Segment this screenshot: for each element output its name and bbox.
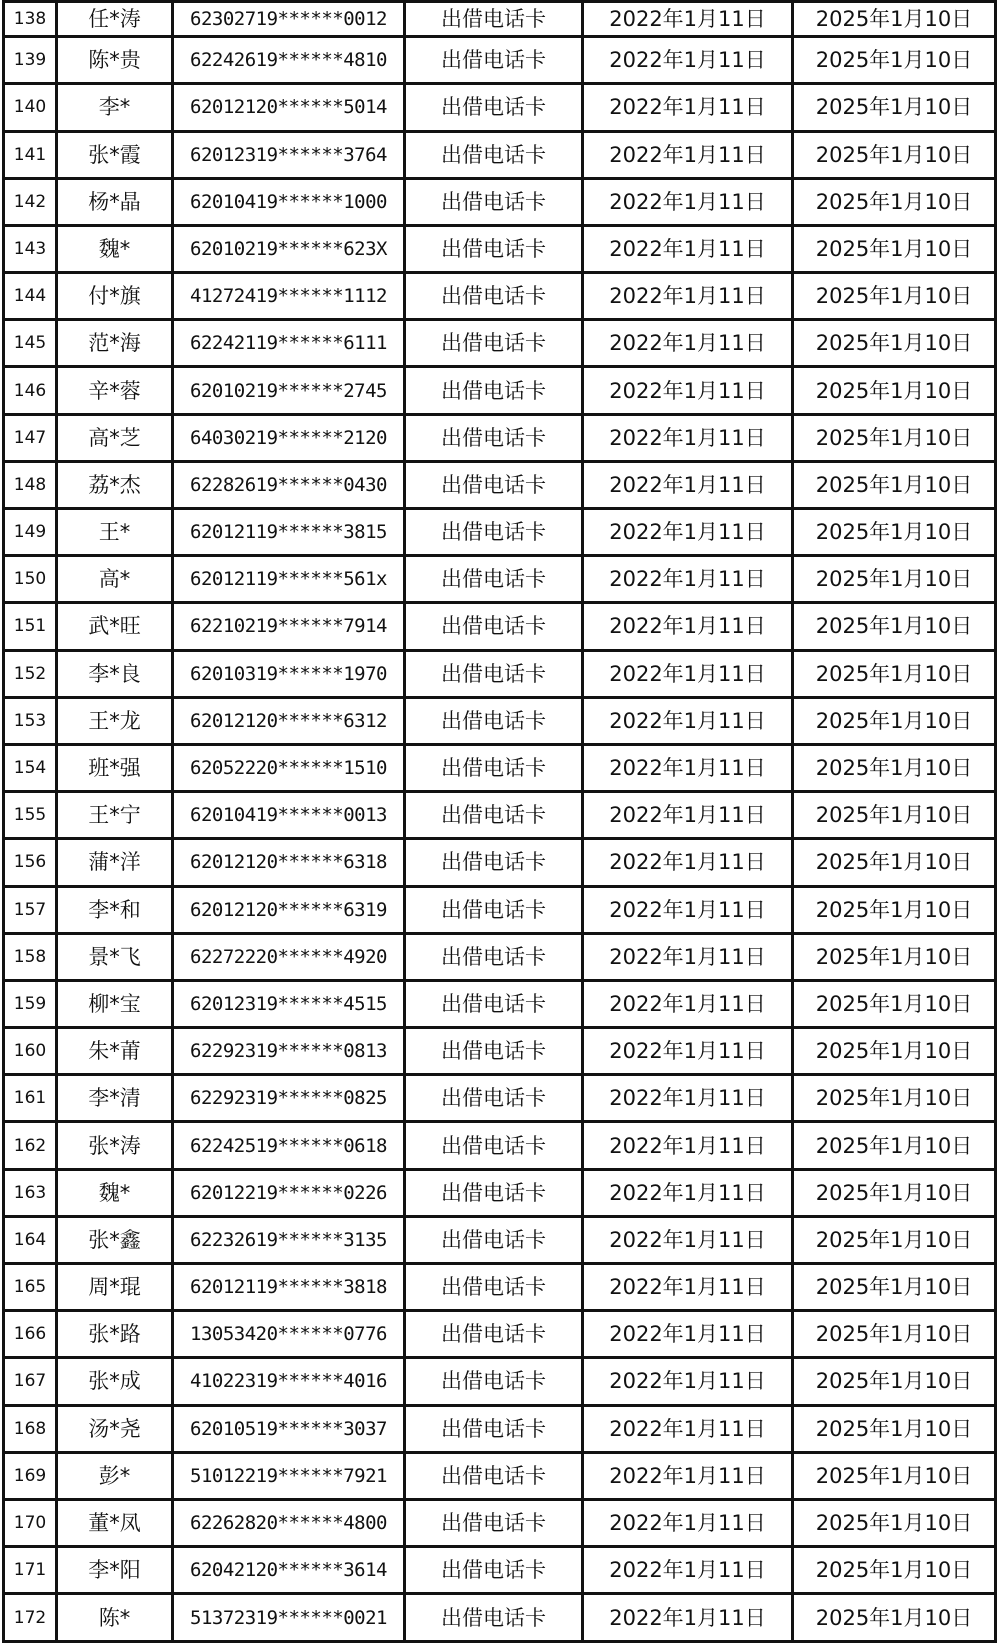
end-date: 2025年1月10日 — [793, 37, 996, 84]
violation-type: 出借电话卡 — [405, 980, 583, 1027]
start-date: 2022年1月11日 — [583, 2, 793, 37]
row-number: 149 — [4, 509, 57, 556]
row-number: 160 — [4, 1028, 57, 1075]
start-date: 2022年1月11日 — [583, 1075, 793, 1122]
id-number: 62232619******3135 — [173, 1216, 405, 1263]
start-date: 2022年1月11日 — [583, 556, 793, 603]
table-row — [4, 225, 996, 272]
table-row — [4, 1311, 996, 1358]
start-date: 2022年1月11日 — [583, 225, 793, 272]
row-number: 140 — [4, 84, 57, 131]
row-number: 153 — [4, 697, 57, 744]
violation-type: 出借电话卡 — [405, 37, 583, 84]
person-name: 汤*尧 — [57, 1405, 173, 1452]
roster-table-body — [4, 2, 996, 1642]
row-number: 155 — [4, 792, 57, 839]
violation-type: 出借电话卡 — [405, 1264, 583, 1311]
row-number: 139 — [4, 37, 57, 84]
row-number: 143 — [4, 225, 57, 272]
person-name: 魏* — [57, 1169, 173, 1216]
id-number: 62292319******0825 — [173, 1075, 405, 1122]
person-name: 董*凤 — [57, 1499, 173, 1546]
table-row — [4, 603, 996, 650]
end-date: 2025年1月10日 — [793, 320, 996, 367]
person-name: 陈*贵 — [57, 37, 173, 84]
end-date: 2025年1月10日 — [793, 1216, 996, 1263]
row-number: 158 — [4, 933, 57, 980]
end-date: 2025年1月10日 — [793, 461, 996, 508]
person-name: 张*鑫 — [57, 1216, 173, 1263]
person-name: 朱*莆 — [57, 1028, 173, 1075]
end-date: 2025年1月10日 — [793, 603, 996, 650]
violation-type: 出借电话卡 — [405, 1075, 583, 1122]
end-date: 2025年1月10日 — [793, 1547, 996, 1594]
table-row — [4, 1405, 996, 1452]
start-date: 2022年1月11日 — [583, 461, 793, 508]
end-date: 2025年1月10日 — [793, 1405, 996, 1452]
end-date: 2025年1月10日 — [793, 1499, 996, 1546]
table-row — [4, 1216, 996, 1263]
row-number: 146 — [4, 367, 57, 414]
id-number: 13053420******0776 — [173, 1311, 405, 1358]
violation-type: 出借电话卡 — [405, 1594, 583, 1642]
violation-type: 出借电话卡 — [405, 461, 583, 508]
violation-type: 出借电话卡 — [405, 697, 583, 744]
person-name: 荔*杰 — [57, 461, 173, 508]
row-number: 162 — [4, 1122, 57, 1169]
end-date: 2025年1月10日 — [793, 509, 996, 556]
row-number: 150 — [4, 556, 57, 603]
person-name: 魏* — [57, 225, 173, 272]
id-number: 62012219******0226 — [173, 1169, 405, 1216]
start-date: 2022年1月11日 — [583, 1311, 793, 1358]
id-number: 62012119******3818 — [173, 1264, 405, 1311]
row-number: 151 — [4, 603, 57, 650]
id-number: 62012119******561x — [173, 556, 405, 603]
person-name: 班*强 — [57, 744, 173, 791]
start-date: 2022年1月11日 — [583, 697, 793, 744]
row-number: 159 — [4, 980, 57, 1027]
table-row — [4, 556, 996, 603]
end-date: 2025年1月10日 — [793, 1122, 996, 1169]
id-number: 62012120******6319 — [173, 886, 405, 933]
violation-type: 出借电话卡 — [405, 1547, 583, 1594]
start-date: 2022年1月11日 — [583, 744, 793, 791]
start-date: 2022年1月11日 — [583, 320, 793, 367]
table-row — [4, 178, 996, 225]
end-date: 2025年1月10日 — [793, 697, 996, 744]
row-number: 163 — [4, 1169, 57, 1216]
end-date: 2025年1月10日 — [793, 1311, 996, 1358]
start-date: 2022年1月11日 — [583, 367, 793, 414]
violation-type: 出借电话卡 — [405, 320, 583, 367]
start-date: 2022年1月11日 — [583, 1264, 793, 1311]
violation-type: 出借电话卡 — [405, 509, 583, 556]
start-date: 2022年1月11日 — [583, 650, 793, 697]
row-number: 170 — [4, 1499, 57, 1546]
end-date: 2025年1月10日 — [793, 84, 996, 131]
id-number: 62292319******0813 — [173, 1028, 405, 1075]
row-number: 166 — [4, 1311, 57, 1358]
table-row — [4, 37, 996, 84]
table-row — [4, 131, 996, 178]
start-date: 2022年1月11日 — [583, 603, 793, 650]
start-date: 2022年1月11日 — [583, 1405, 793, 1452]
id-number: 62302719******0012 — [173, 2, 405, 37]
row-number: 156 — [4, 839, 57, 886]
row-number: 169 — [4, 1452, 57, 1499]
start-date: 2022年1月11日 — [583, 1594, 793, 1642]
violation-type: 出借电话卡 — [405, 1028, 583, 1075]
start-date: 2022年1月11日 — [583, 1122, 793, 1169]
id-number: 62262820******4800 — [173, 1499, 405, 1546]
person-name: 李* — [57, 84, 173, 131]
person-name: 李*和 — [57, 886, 173, 933]
person-name: 景*飞 — [57, 933, 173, 980]
id-number: 62010419******1000 — [173, 178, 405, 225]
violation-type: 出借电话卡 — [405, 414, 583, 461]
row-number: 141 — [4, 131, 57, 178]
id-number: 41272419******1112 — [173, 273, 405, 320]
end-date: 2025年1月10日 — [793, 1028, 996, 1075]
id-number: 62242119******6111 — [173, 320, 405, 367]
violation-type: 出借电话卡 — [405, 1499, 583, 1546]
person-name: 张*霞 — [57, 131, 173, 178]
row-number: 152 — [4, 650, 57, 697]
start-date: 2022年1月11日 — [583, 1452, 793, 1499]
row-number: 144 — [4, 273, 57, 320]
end-date: 2025年1月10日 — [793, 367, 996, 414]
violation-type: 出借电话卡 — [405, 1122, 583, 1169]
person-name: 武*旺 — [57, 603, 173, 650]
start-date: 2022年1月11日 — [583, 414, 793, 461]
start-date: 2022年1月11日 — [583, 933, 793, 980]
start-date: 2022年1月11日 — [583, 84, 793, 131]
start-date: 2022年1月11日 — [583, 886, 793, 933]
end-date: 2025年1月10日 — [793, 1075, 996, 1122]
violation-type: 出借电话卡 — [405, 2, 583, 37]
person-name: 周*琨 — [57, 1264, 173, 1311]
end-date: 2025年1月10日 — [793, 2, 996, 37]
person-name: 李*良 — [57, 650, 173, 697]
start-date: 2022年1月11日 — [583, 792, 793, 839]
table-row — [4, 839, 996, 886]
id-number: 62282619******0430 — [173, 461, 405, 508]
start-date: 2022年1月11日 — [583, 131, 793, 178]
person-name: 王*宁 — [57, 792, 173, 839]
person-name: 杨*晶 — [57, 178, 173, 225]
violation-type: 出借电话卡 — [405, 650, 583, 697]
end-date: 2025年1月10日 — [793, 225, 996, 272]
start-date: 2022年1月11日 — [583, 1547, 793, 1594]
table-row — [4, 1358, 996, 1405]
start-date: 2022年1月11日 — [583, 1216, 793, 1263]
table-row — [4, 980, 996, 1027]
id-number: 62012119******3815 — [173, 509, 405, 556]
violation-type: 出借电话卡 — [405, 1358, 583, 1405]
end-date: 2025年1月10日 — [793, 792, 996, 839]
table-row — [4, 886, 996, 933]
end-date: 2025年1月10日 — [793, 1264, 996, 1311]
table-row — [4, 461, 996, 508]
start-date: 2022年1月11日 — [583, 509, 793, 556]
table-row — [4, 933, 996, 980]
table-row — [4, 1075, 996, 1122]
end-date: 2025年1月10日 — [793, 178, 996, 225]
start-date: 2022年1月11日 — [583, 1028, 793, 1075]
violation-type: 出借电话卡 — [405, 556, 583, 603]
table-row — [4, 367, 996, 414]
table-row — [4, 414, 996, 461]
person-name: 辛*蓉 — [57, 367, 173, 414]
id-number: 62012319******3764 — [173, 131, 405, 178]
id-number: 62210219******7914 — [173, 603, 405, 650]
violation-type: 出借电话卡 — [405, 839, 583, 886]
id-number: 62012319******4515 — [173, 980, 405, 1027]
id-number: 62012120******5014 — [173, 84, 405, 131]
id-number: 51012219******7921 — [173, 1452, 405, 1499]
row-number: 154 — [4, 744, 57, 791]
table-row — [4, 84, 996, 131]
end-date: 2025年1月10日 — [793, 886, 996, 933]
table-row — [4, 792, 996, 839]
violation-type: 出借电话卡 — [405, 178, 583, 225]
row-number: 142 — [4, 178, 57, 225]
violation-type: 出借电话卡 — [405, 886, 583, 933]
person-name: 陈* — [57, 1594, 173, 1642]
start-date: 2022年1月11日 — [583, 839, 793, 886]
row-number: 161 — [4, 1075, 57, 1122]
id-number: 62012120******6312 — [173, 697, 405, 744]
person-name: 柳*宝 — [57, 980, 173, 1027]
start-date: 2022年1月11日 — [583, 1169, 793, 1216]
end-date: 2025年1月10日 — [793, 980, 996, 1027]
id-number: 62010219******2745 — [173, 367, 405, 414]
table-row — [4, 1264, 996, 1311]
table-row — [4, 509, 996, 556]
end-date: 2025年1月10日 — [793, 1594, 996, 1642]
row-number: 171 — [4, 1547, 57, 1594]
table-row — [4, 1028, 996, 1075]
person-name: 高* — [57, 556, 173, 603]
violation-type: 出借电话卡 — [405, 1169, 583, 1216]
id-number: 62272220******4920 — [173, 933, 405, 980]
table-row — [4, 2, 996, 37]
table-row — [4, 1499, 996, 1546]
id-number: 62042120******3614 — [173, 1547, 405, 1594]
row-number: 147 — [4, 414, 57, 461]
end-date: 2025年1月10日 — [793, 556, 996, 603]
start-date: 2022年1月11日 — [583, 37, 793, 84]
roster-table — [2, 0, 997, 1643]
id-number: 62010519******3037 — [173, 1405, 405, 1452]
person-name: 蒲*洋 — [57, 839, 173, 886]
row-number: 168 — [4, 1405, 57, 1452]
start-date: 2022年1月11日 — [583, 1358, 793, 1405]
row-number: 157 — [4, 886, 57, 933]
id-number: 62010419******0013 — [173, 792, 405, 839]
row-number: 164 — [4, 1216, 57, 1263]
table-row — [4, 1547, 996, 1594]
id-number: 62010219******623X — [173, 225, 405, 272]
id-number: 51372319******0021 — [173, 1594, 405, 1642]
violation-type: 出借电话卡 — [405, 367, 583, 414]
person-name: 张*成 — [57, 1358, 173, 1405]
violation-type: 出借电话卡 — [405, 603, 583, 650]
start-date: 2022年1月11日 — [583, 273, 793, 320]
end-date: 2025年1月10日 — [793, 1169, 996, 1216]
end-date: 2025年1月10日 — [793, 131, 996, 178]
table-row — [4, 1452, 996, 1499]
table-row — [4, 1169, 996, 1216]
end-date: 2025年1月10日 — [793, 744, 996, 791]
person-name: 李*清 — [57, 1075, 173, 1122]
person-name: 高*芝 — [57, 414, 173, 461]
violation-type: 出借电话卡 — [405, 744, 583, 791]
end-date: 2025年1月10日 — [793, 1452, 996, 1499]
id-number: 64030219******2120 — [173, 414, 405, 461]
person-name: 彭* — [57, 1452, 173, 1499]
person-name: 范*海 — [57, 320, 173, 367]
person-name: 王*龙 — [57, 697, 173, 744]
violation-type: 出借电话卡 — [405, 273, 583, 320]
end-date: 2025年1月10日 — [793, 273, 996, 320]
table-row — [4, 650, 996, 697]
end-date: 2025年1月10日 — [793, 650, 996, 697]
person-name: 张*路 — [57, 1311, 173, 1358]
row-number: 148 — [4, 461, 57, 508]
end-date: 2025年1月10日 — [793, 933, 996, 980]
table-row — [4, 1594, 996, 1642]
person-name: 任*涛 — [57, 2, 173, 37]
end-date: 2025年1月10日 — [793, 1358, 996, 1405]
violation-type: 出借电话卡 — [405, 1405, 583, 1452]
end-date: 2025年1月10日 — [793, 414, 996, 461]
table-row — [4, 1122, 996, 1169]
id-number: 62242519******0618 — [173, 1122, 405, 1169]
violation-type: 出借电话卡 — [405, 792, 583, 839]
person-name: 李*阳 — [57, 1547, 173, 1594]
table-row — [4, 697, 996, 744]
start-date: 2022年1月11日 — [583, 980, 793, 1027]
row-number: 172 — [4, 1594, 57, 1642]
person-name: 张*涛 — [57, 1122, 173, 1169]
row-number: 138 — [4, 2, 57, 37]
violation-type: 出借电话卡 — [405, 1311, 583, 1358]
table-row — [4, 273, 996, 320]
end-date: 2025年1月10日 — [793, 839, 996, 886]
id-number: 62052220******1510 — [173, 744, 405, 791]
start-date: 2022年1月11日 — [583, 1499, 793, 1546]
row-number: 145 — [4, 320, 57, 367]
violation-type: 出借电话卡 — [405, 1452, 583, 1499]
violation-type: 出借电话卡 — [405, 933, 583, 980]
violation-type: 出借电话卡 — [405, 131, 583, 178]
start-date: 2022年1月11日 — [583, 178, 793, 225]
person-name: 付*旗 — [57, 273, 173, 320]
table-row — [4, 744, 996, 791]
id-number: 41022319******4016 — [173, 1358, 405, 1405]
violation-type: 出借电话卡 — [405, 1216, 583, 1263]
table-row — [4, 320, 996, 367]
id-number: 62010319******1970 — [173, 650, 405, 697]
row-number: 165 — [4, 1264, 57, 1311]
id-number: 62012120******6318 — [173, 839, 405, 886]
id-number: 62242619******4810 — [173, 37, 405, 84]
violation-type: 出借电话卡 — [405, 84, 583, 131]
row-number: 167 — [4, 1358, 57, 1405]
person-name: 王* — [57, 509, 173, 556]
violation-type: 出借电话卡 — [405, 225, 583, 272]
